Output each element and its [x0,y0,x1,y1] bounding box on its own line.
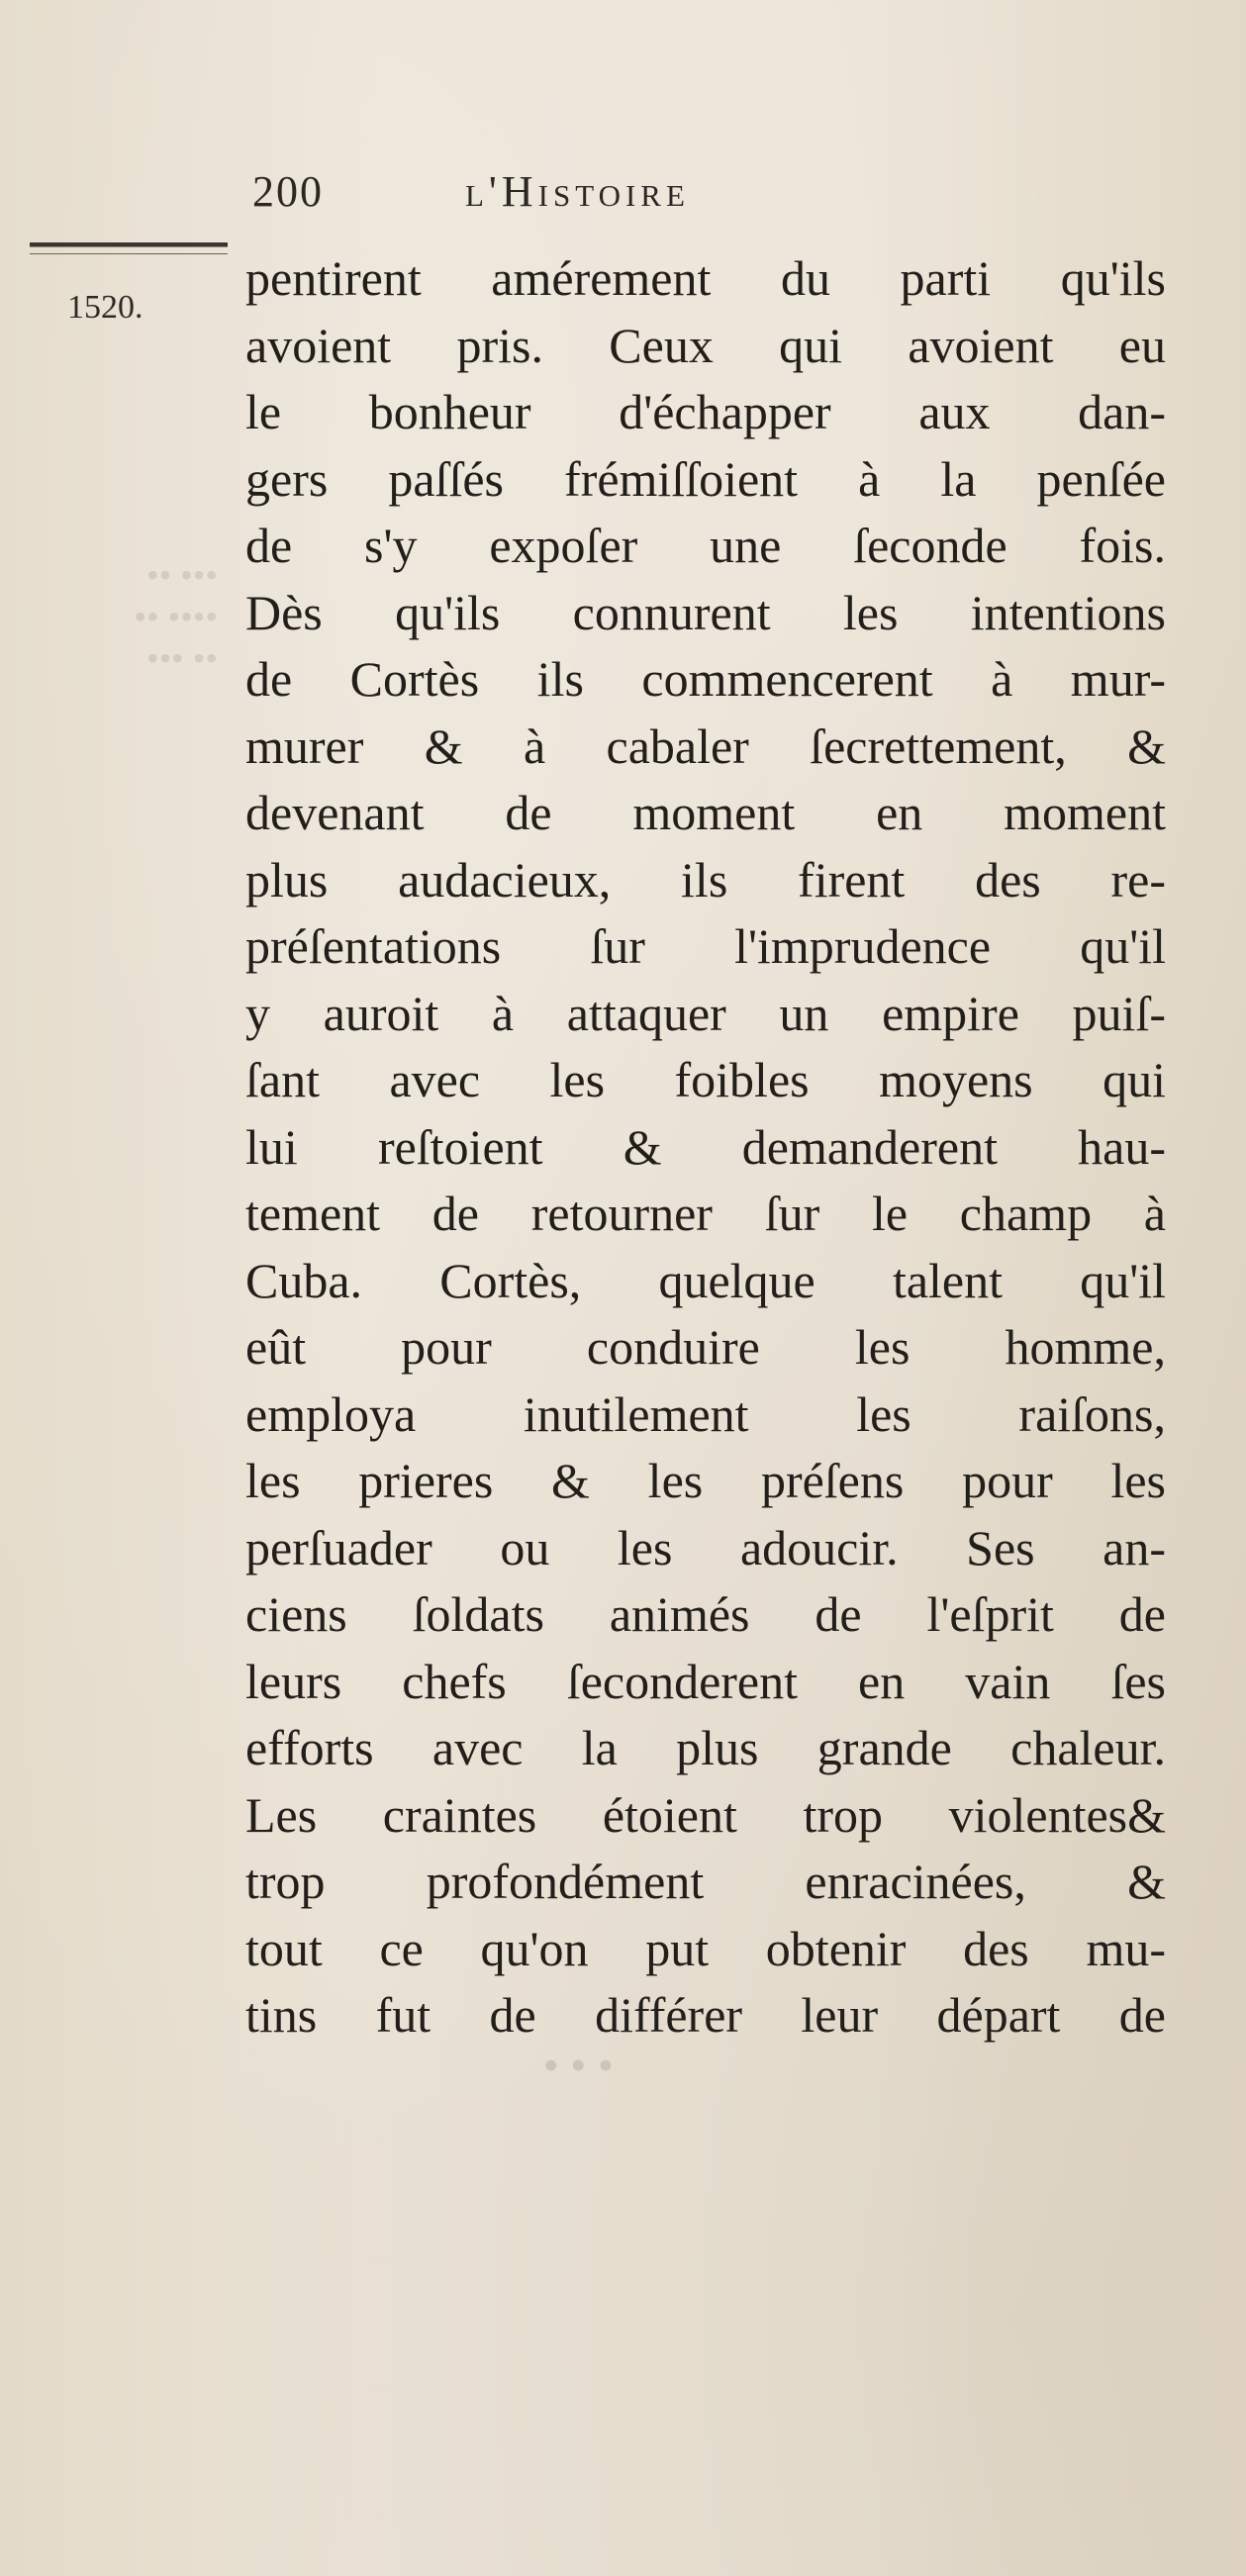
text-line: les prieres & les préſens pour les [245,1453,1166,1508]
text-line: de Cortès ils commencerent à mur- [245,651,1166,707]
text-line: préſentations ſur l'imprudence qu'il [245,918,1166,974]
text-line: Cuba. Cortès, quelque talent qu'il [245,1252,1166,1308]
text-line: ſant avec les foibles moyens qui [245,1052,1166,1107]
text-line: pentirent amérement du parti qu'ils [245,250,1166,306]
text-line: perſuader ou les adoucir. Ses an- [245,1519,1166,1575]
text-line: Dès qu'ils connurent les intentions [245,584,1166,640]
body-text [245,245,1166,2050]
running-title: l'Histoire [465,167,690,216]
text-line: le bonheur d'échapper aux dan- [245,384,1166,439]
show-through-ink: ••• •• •••• •• •• ••• [134,555,218,678]
text-line: plus audacieux, ils firent des re- [245,851,1166,907]
page-number: 200 [252,167,324,216]
text-line: y auroit à attaquer un empire puiſ- [245,985,1166,1041]
text-line: tins fut de différer leur départ de [245,1987,1166,2043]
text-line: eût pour conduire les homme, [245,1319,1166,1375]
text-line: ciens ſoldats animés de l'eſprit de [245,1586,1166,1642]
show-through-ink: • • • [542,2040,614,2090]
running-head [252,166,945,216]
text-line: tement de retourner ſur le champ à [245,1186,1166,1241]
header-rule-thin [30,253,228,254]
text-line: avoient pris. Ceux qui avoient eu [245,317,1166,373]
text-line: tout ce qu'on put obtenir des mu- [245,1920,1166,1976]
text-line: leurs chefs ſeconderent en vain ſes [245,1653,1166,1709]
text-line: Les craintes étoient trop violentes& [245,1786,1166,1843]
text-line: lui reſtoient & demanderent hau- [245,1118,1166,1175]
text-line: gers paſſés frémiſſoient à la penſée [245,450,1166,507]
text-line: devenant de moment en moment [245,785,1166,840]
header-rule [30,242,228,247]
text-line: efforts avec la plus grande chaleur. [245,1720,1166,1775]
text-line: trop profondément enracinées, & [245,1854,1166,1909]
text-line: employa inutilement les raiſons, [245,1385,1166,1442]
text-line: de s'y expoſer une ſeconde fois. [245,518,1166,573]
text-line: murer & à cabaler ſecrettement, & [245,717,1166,774]
margin-year: 1520. [67,289,144,326]
